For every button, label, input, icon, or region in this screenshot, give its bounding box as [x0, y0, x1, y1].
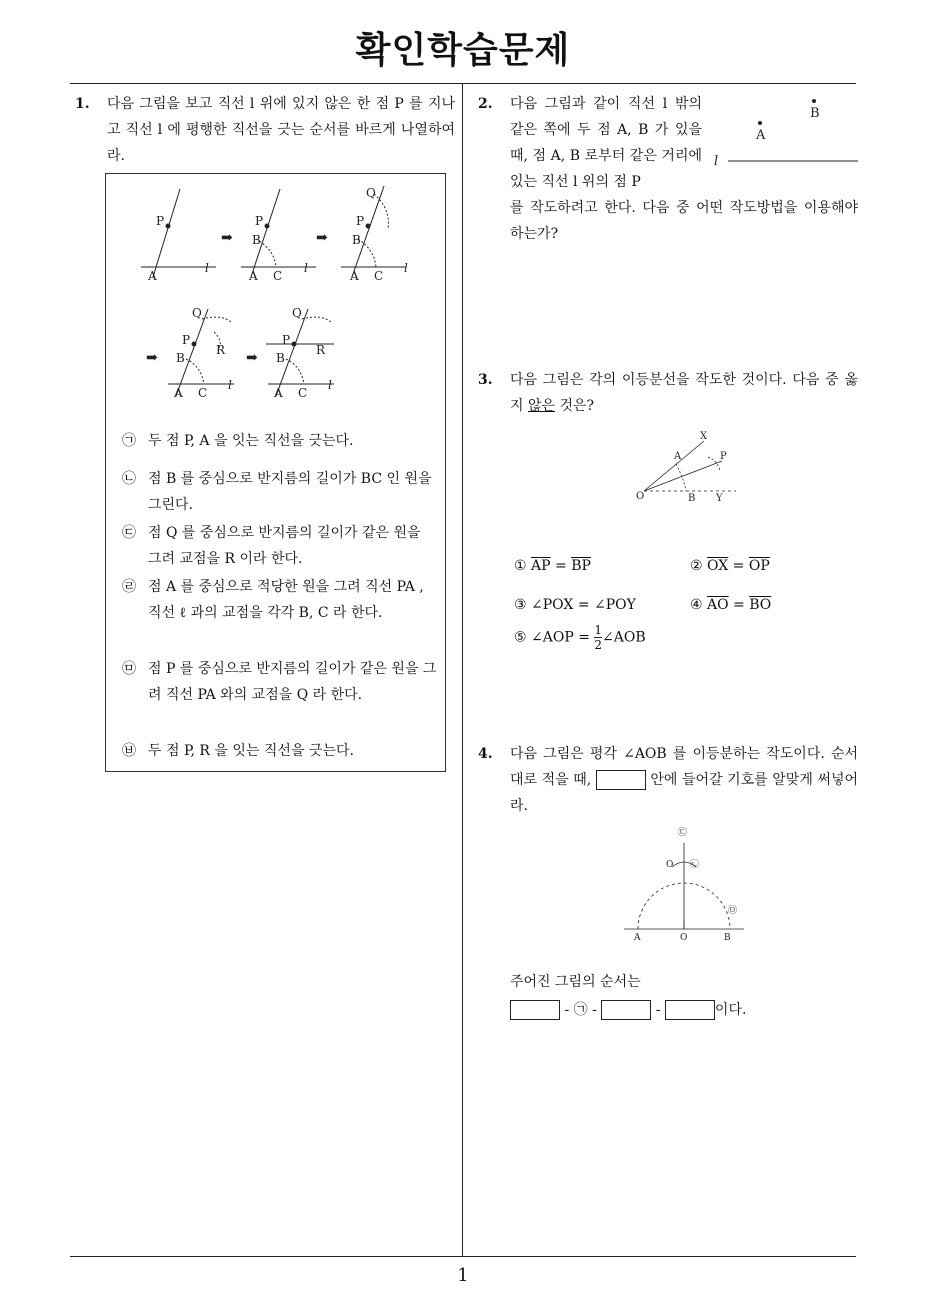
- question-text: 다음 그림을 보고 직선 l 위에 있지 않은 한 점 P 를 지나고 직선 l 에 평행한 직선을 긋는 순서를 바르게 나열하여라.: [107, 96, 455, 164]
- question-3: [478, 367, 858, 667]
- svg-text:P: P: [720, 451, 727, 462]
- question-text: 다음 그림은 각의 이등분선을 작도한 것이다. 다음 중 옳지 않은 것은?: [510, 372, 858, 414]
- q4-order: [510, 969, 850, 1023]
- svg-text:P: P: [282, 333, 291, 347]
- svg-text:P: P: [156, 214, 165, 228]
- svg-text:Q: Q: [292, 306, 302, 320]
- svg-text:㉡: ㉡: [690, 860, 700, 870]
- svg-text:l: l: [228, 378, 232, 392]
- question-number: 1.: [75, 96, 90, 112]
- svg-text:A: A: [674, 451, 682, 462]
- svg-text:O: O: [680, 933, 688, 943]
- svg-text:B: B: [724, 933, 731, 943]
- svg-text:Q: Q: [192, 306, 202, 320]
- q3-figure: [636, 429, 756, 509]
- svg-text:➡: ➡: [316, 230, 328, 246]
- answer-blank[interactable]: [510, 1000, 560, 1020]
- question-4: [478, 741, 858, 1031]
- svg-text:Y: Y: [716, 493, 723, 504]
- svg-text:X: X: [700, 431, 708, 442]
- svg-text:A: A: [756, 128, 766, 143]
- q3-option-2[interactable]: ② $\overline{OX} = \overline{OP}$: [690, 558, 770, 574]
- question-number: 4.: [478, 746, 493, 762]
- q4-figure: [624, 827, 764, 947]
- question-number: 2.: [478, 96, 493, 112]
- svg-text:C: C: [374, 269, 384, 283]
- svg-text:A: A: [249, 269, 258, 283]
- svg-text:➡: ➡: [246, 350, 258, 366]
- svg-text:B: B: [352, 233, 361, 247]
- svg-text:A: A: [274, 386, 283, 400]
- svg-text:l: l: [304, 261, 308, 275]
- svg-text:R: R: [316, 343, 326, 357]
- question-number: 3.: [478, 372, 493, 388]
- question-text: 다음 그림은 평각 ∠AOB 를 이등분하는 작도이다. 순서대로 적을 때, 안에 들어갈 기호를 알맞게 써넣어라.: [510, 746, 858, 814]
- question-text: 를 작도하려고 한다. 다음 중 어떤 작도방법을 이용해야 하는가?: [510, 200, 858, 242]
- svg-text:P: P: [182, 333, 191, 347]
- question-2: [478, 91, 858, 251]
- bottom-rule: [70, 1256, 856, 1257]
- svg-text:A: A: [634, 933, 641, 943]
- svg-text:R: R: [216, 343, 226, 357]
- svg-text:B: B: [688, 493, 696, 504]
- column-divider: [462, 84, 463, 1256]
- svg-text:O: O: [636, 491, 645, 502]
- page-title: 확인학습문제: [355, 30, 571, 71]
- svg-text:C: C: [198, 386, 208, 400]
- q4-order-row: - ㉠ - - 이다.: [510, 997, 850, 1023]
- q3-option-3[interactable]: ③ ∠POX = ∠POY: [514, 597, 636, 613]
- q2-figure: [710, 93, 860, 173]
- svg-text:㉤: ㉤: [728, 906, 738, 916]
- svg-text:l: l: [404, 261, 408, 275]
- q3-option-5[interactable]: ⑤ ∠AOP = $\frac{1}{2}$ ∠AOB: [514, 623, 646, 652]
- svg-text:➡: ➡: [146, 350, 158, 366]
- svg-text:P: P: [356, 214, 365, 228]
- svg-text:B: B: [176, 351, 185, 365]
- answer-blank[interactable]: [596, 770, 646, 790]
- page-number: 1: [457, 1265, 469, 1286]
- svg-text:A: A: [350, 269, 359, 283]
- question-text: 다음 그림과 같이 직선 l 밖의 같은 쪽에 두 점 A, B 가 있을 때, 점 A, B 로부터 같은 거리에 있는 직선 l 위의 점 P: [510, 96, 702, 190]
- q3-option-4[interactable]: ④ $\overline{AO} = \overline{BO}$: [690, 597, 772, 613]
- question-1: [75, 91, 460, 171]
- q3-option-1[interactable]: ① $\overline{AP} = \overline{BP}$: [514, 558, 591, 574]
- svg-text:B: B: [810, 106, 820, 121]
- svg-text:P: P: [255, 214, 264, 228]
- svg-text:l: l: [328, 378, 332, 392]
- svg-text:A: A: [174, 386, 183, 400]
- svg-text:B: B: [276, 351, 285, 365]
- svg-text:B: B: [252, 233, 261, 247]
- svg-text:C: C: [298, 386, 308, 400]
- q1-figure-box: P A l ➡ P B A C l ➡ Q P B A C l ➡ Q P R B A C l ➡ Q P R B A C l ㉠ 두 점 P, A 을 잇는 직선을 긋는다. ㉡ 점 B 를 중심으로 반지름의 길이가 BC 인 원을 그린다. ㉢ 점 Q 를 중심으로 반지름의 길이가 같은 원을 그려 교점을 R 이라 한다. ㉣ 점 A 를 중심으로 적당한 원을 그려 직선 PA , 직선 ℓ 과의 교점을 각각 B, C 라 한다. ㉤ 점 P 를 중심으로 반지름의 길이가 같은 원을 그려 직선 PA 와의 교점을 Q 라 한다. ㉥ 두 점 P, R 을 잇는 직선을 긋는다.: [105, 173, 446, 772]
- svg-text:Q: Q: [366, 186, 376, 200]
- top-rule: [70, 83, 856, 84]
- svg-text:l: l: [714, 154, 719, 169]
- svg-text:A: A: [148, 269, 157, 283]
- answer-blank[interactable]: [601, 1000, 651, 1020]
- svg-text:➡: ➡: [221, 230, 233, 246]
- q4-order-label: 주어진 그림의 순서는: [510, 974, 641, 990]
- svg-text:O: O: [666, 860, 674, 870]
- svg-text:l: l: [205, 261, 209, 275]
- answer-blank[interactable]: [665, 1000, 715, 1020]
- svg-text:㉢: ㉢: [678, 828, 688, 838]
- q1-construction-figure: [106, 174, 445, 414]
- svg-text:C: C: [273, 269, 283, 283]
